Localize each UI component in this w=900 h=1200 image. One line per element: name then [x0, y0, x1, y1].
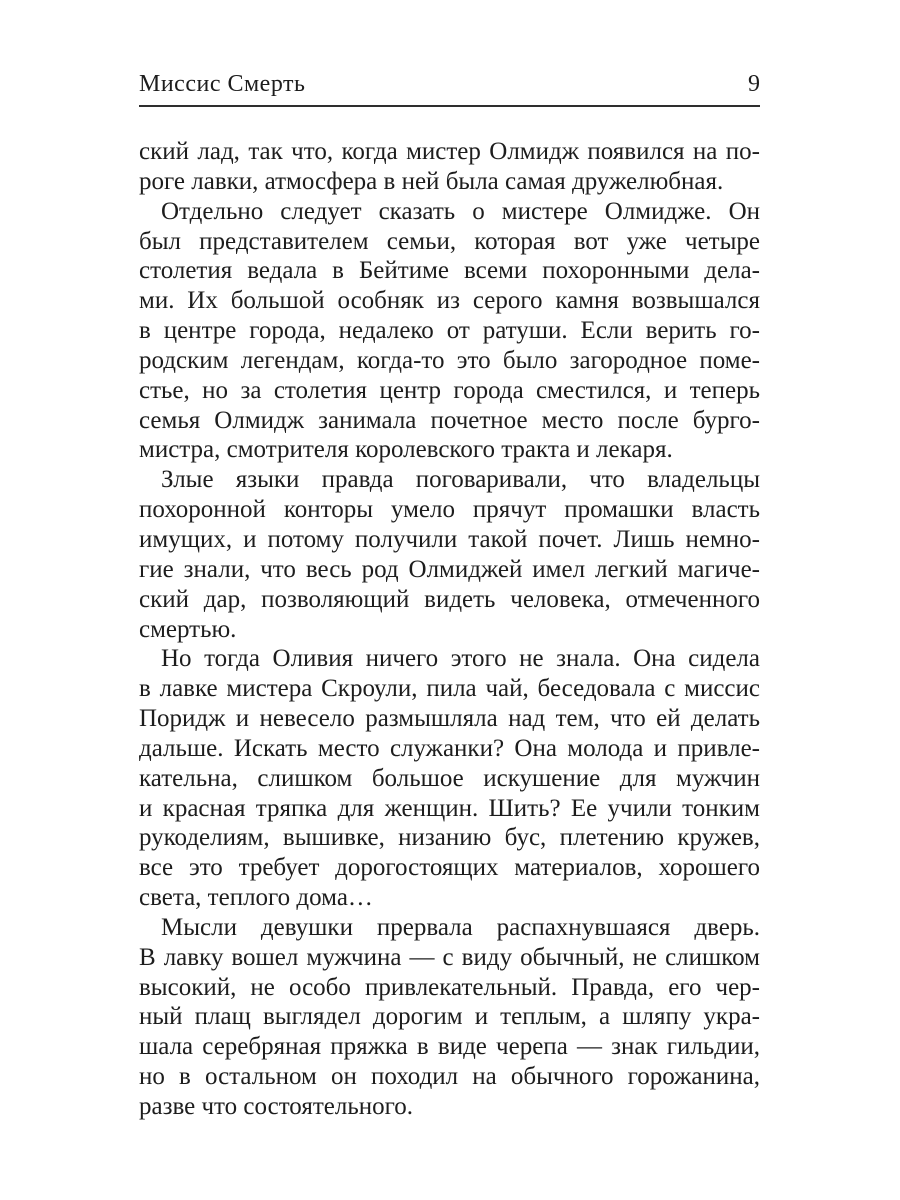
text-line: все это требует дорогостоящих материалов, хорошего [139, 854, 760, 882]
page-header [139, 70, 760, 107]
text-line: имущих, и потому получили такой почет. Лишь немно- [139, 525, 760, 553]
text-line: родским легендам, когда-то это было загородное поме- [139, 346, 760, 374]
text-line: похоронной конторы умело прячут промашки власть [139, 496, 760, 524]
text-line: столетия ведала в Бейтиме всеми похоронными дела- [139, 257, 760, 285]
text-line: Отдельно следует сказать о мистере Олмидже. Он [161, 197, 760, 225]
page-content [139, 70, 760, 1122]
text-line: разве что состоятельного. [139, 1093, 413, 1120]
text-line: стье, но за столетия центр города сместился, и теперь [139, 376, 760, 404]
text-line: дальше. Искать место служанки? Она молода и привле- [139, 734, 760, 762]
text-line: ми. Их большой особняк из серого камня возвышался [139, 287, 760, 315]
text-line: В лавку вошел мужчина — с виду обычный, не слишком [139, 943, 760, 971]
text-line: смертью. [139, 615, 237, 643]
text-line: в центре города, недалеко от ратуши. Если верить го- [139, 317, 760, 345]
paragraph [139, 644, 760, 913]
text-line: был представителем семьи, которая вот уже четыре [139, 227, 760, 255]
text-line: Мысли девушки прервала распахнувшаяся дверь. [161, 913, 760, 941]
text-line: семья Олмидж занимала почетное место после бурго- [139, 406, 760, 434]
text-line: кательна, слишком большое искушение для мужчин [139, 764, 760, 792]
running-title: Миссис Смерть [139, 71, 306, 97]
text-line: ский лад, так что, когда мистер Олмидж появился на по- [139, 138, 760, 165]
text-line: Поридж и невесело размышляла над тем, что ей делать [139, 705, 760, 733]
paragraph [139, 913, 760, 1122]
text-line: и красная тряпка для женщин. Шить? Ее учили тонким [139, 794, 760, 822]
paragraph [139, 137, 760, 197]
paragraph [139, 197, 760, 466]
page-body [139, 137, 760, 1122]
text-line: ный плащ выглядел дорогим и теплым, а шляпу укра- [139, 1003, 760, 1031]
text-line: рукоделиям, вышивке, низанию бус, плетению кружев, [139, 824, 760, 852]
text-line: в лавке мистера Скроули, пила чай, беседовала с миссис [139, 675, 760, 703]
paragraph [139, 465, 760, 644]
page-number: 9 [748, 71, 760, 97]
text-line: но в остальном он походил на обычного горожанина, [139, 1063, 760, 1091]
text-line: шала серебряная пряжка в виде черепа — знак гильдии, [139, 1033, 760, 1061]
text-line: мистра, смотрителя королевского тракта и лекаря. [139, 436, 673, 464]
text-line: высокий, не особо привлекательный. Правда, его чер- [139, 973, 760, 1001]
text-line: ский дар, позволяющий видеть человека, отмеченного [139, 585, 760, 613]
text-line: Но тогда Оливия ничего этого не знала. Она сидела [161, 645, 760, 673]
text-line: света, теплого дома… [139, 884, 373, 912]
text-line: Злые языки правда поговаривали, что владельцы [161, 466, 760, 494]
text-line: роге лавки, атмосфера в ней была самая дружелюбная. [139, 167, 724, 195]
text-line: гие знали, что весь род Олмиджей имел легкий магиче- [139, 555, 760, 583]
